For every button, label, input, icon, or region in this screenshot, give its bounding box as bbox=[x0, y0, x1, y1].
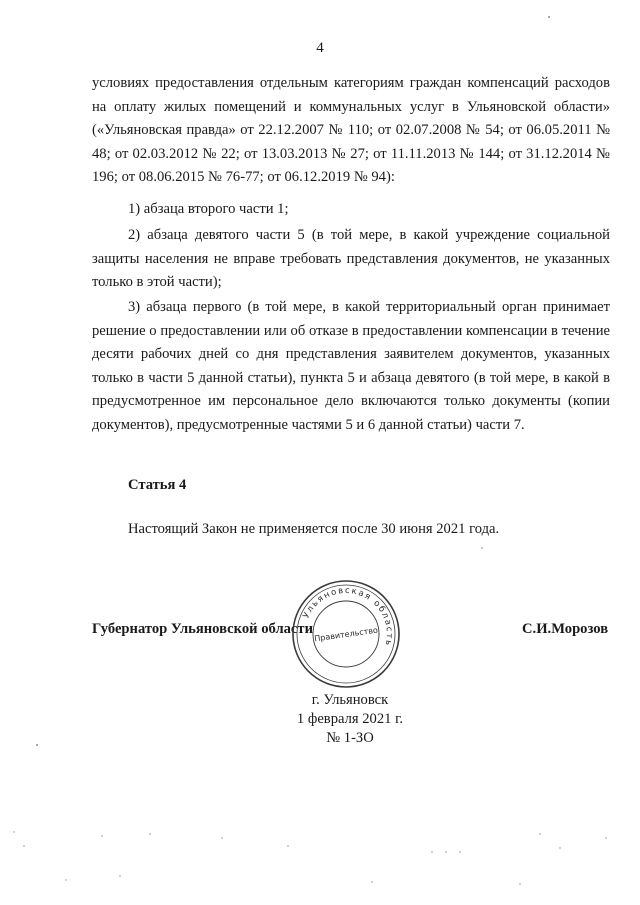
signatory-title: Губернатор Ульяновской области bbox=[92, 621, 313, 637]
official-seal bbox=[290, 578, 402, 690]
page-number: 4 bbox=[316, 40, 324, 56]
signatory-name: С.И.Морозов bbox=[522, 621, 609, 637]
article-heading: Статья 4 bbox=[128, 477, 187, 493]
place-city: г. Ульяновск bbox=[311, 692, 389, 708]
seal-center-text: Правительство bbox=[313, 625, 379, 644]
document-number: № 1-ЗО bbox=[326, 730, 374, 746]
list-item-2: 2) абзаца девятого части 5 (в той мере, в какой учреждение социальной защиты населения не вправе требовать представления документов, не указанных только в этой части); bbox=[92, 227, 610, 291]
place-date: 1 февраля 2021 г. bbox=[296, 711, 404, 727]
seal-ring-text: Ульяновская область bbox=[301, 585, 395, 648]
list-item-1: 1) абзаца второго части 1; bbox=[128, 201, 289, 217]
article-text: Настоящий Закон не применяется после 30 июня 2021 года. bbox=[128, 521, 500, 537]
list-item-3: 3) абзаца первого (в той мере, в какой территориальный орган принимает решение о предоставлении или об отказе в предоставлении компенсации в течение десяти рабочих дней со дня представления заявителем документов, указанных только в части 5 данной статьи), пункта 5 и абзаца девятого (в той мере, в какой в предусмотренное им персональное дело включаются только документы (копии документов), предусмотренные частями 5 и 6 данной статьи) части 7. bbox=[92, 299, 610, 433]
intro-paragraph: условиях предоставления отдельным категориям граждан компенсаций расходов на оплату жилых помещений и коммунальных услуг в Ульяновской области» («Ульяновская правда» от 22.12.2007 № 110; от 02.07.2008 № 54; от 06.05.2011 № 48; от 02.03.2012 № 22; от 13.03.2013 № 27; от 11.11.2013 № 144; от 31.12.2014 № 196; от 08.06.2015 № 76-77; от 06.12.2019 № 94): bbox=[92, 75, 610, 186]
